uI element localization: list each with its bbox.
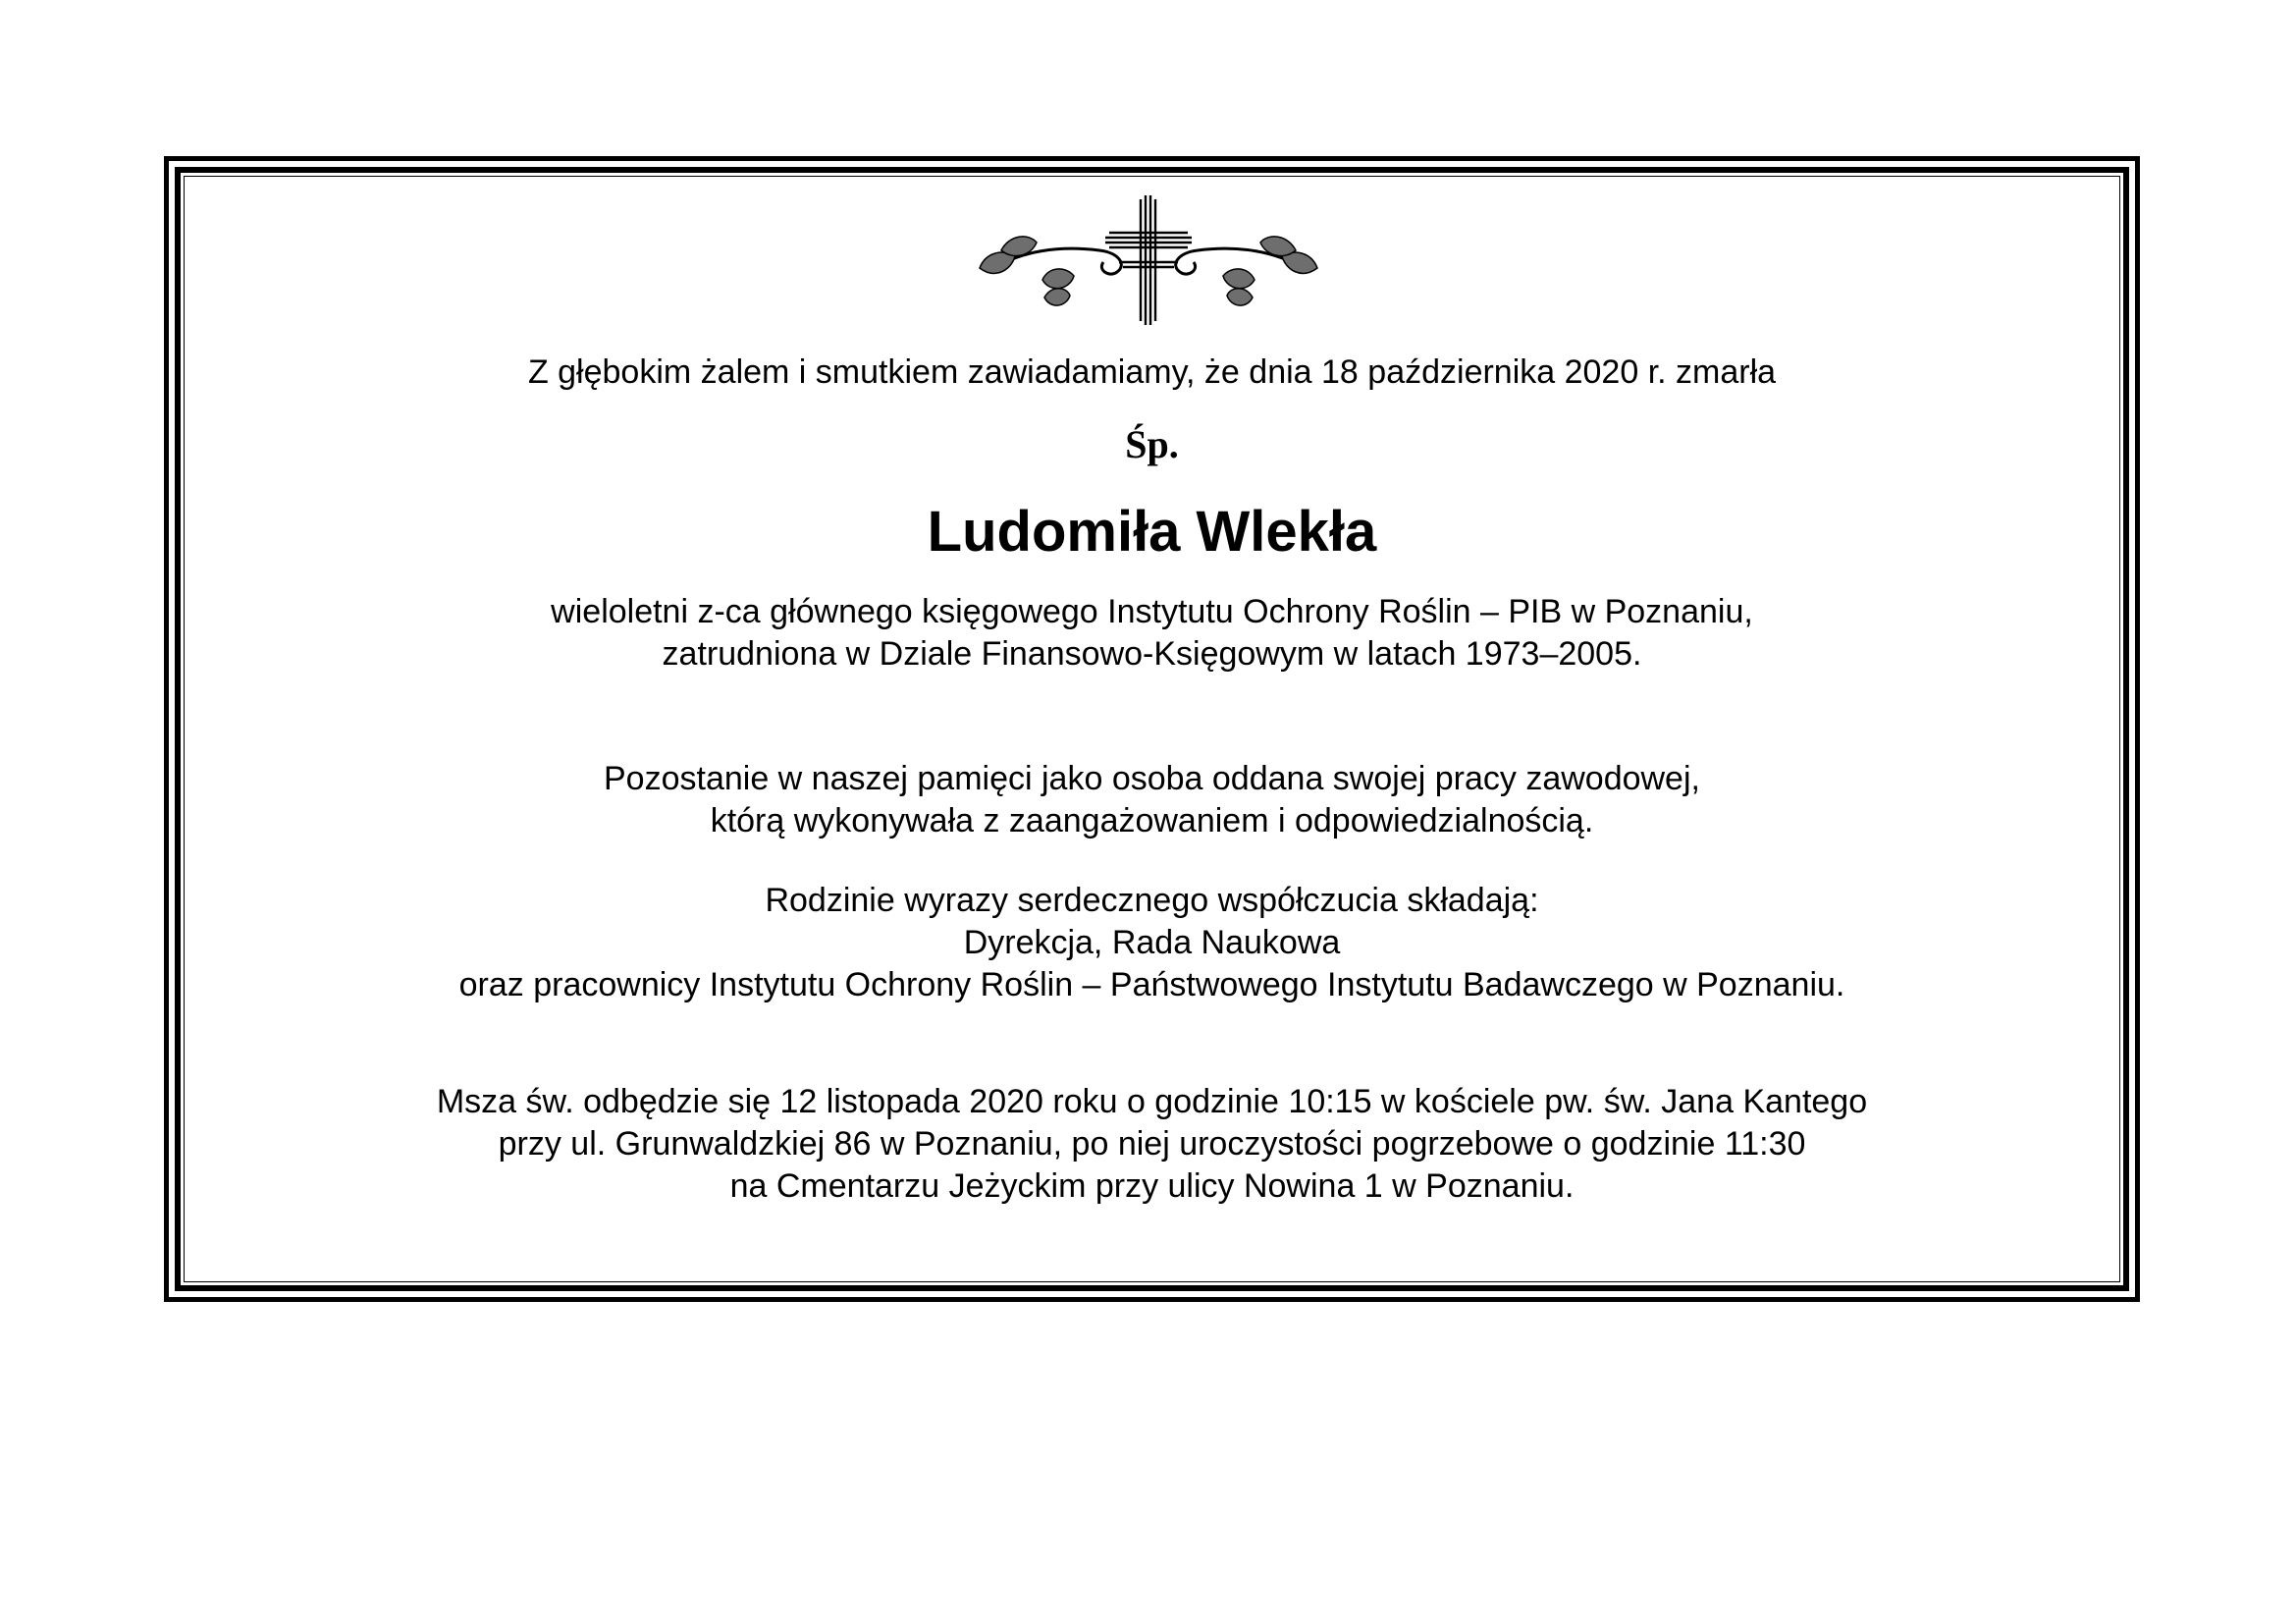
funeral-line-3: na Cmentarzu Jeżyckim przy ulicy Nowina 1 w Poznaniu. xyxy=(729,1167,1575,1205)
deceased-name: Ludomiła Wlekła xyxy=(927,500,1377,564)
role-line-1: wieloletni z-ca głównego księgowego Instytutu Ochrony Roślin – PIB w Poznaniu, xyxy=(551,593,1753,630)
leaf-branch-right-icon xyxy=(1176,237,1317,305)
condolence-line-3: oraz pracownicy Instytutu Ochrony Roślin – Państwowego Instytutu Badawczego w Poznaniu. xyxy=(458,966,1845,1003)
role-line-2: zatrudniona w Dziale Finansowo-Księgowym w latach 1973–2005. xyxy=(662,635,1642,673)
honorific: Śp. xyxy=(1125,422,1179,466)
memory-line-2: którą wykonywała z zaangażowaniem i odpowiedzialnością. xyxy=(710,802,1594,839)
funeral-line-2: przy ul. Grunwaldzkiej 86 w Poznaniu, po niej uroczystości pogrzebowe o godzinie 11:30 xyxy=(498,1125,1806,1163)
ornament xyxy=(972,191,1325,329)
intro-text: Z głębokim żalem i smutkiem zawiadamiamy, że dnia 18 października 2020 r. zmarła xyxy=(527,353,1777,391)
condolence-line-1: Rodzinie wyrazy serdecznego współczucia składają: xyxy=(765,882,1539,919)
condolence-line-2: Dyrekcja, Rada Naukowa xyxy=(963,924,1341,961)
memory-line-1: Pozostanie w naszej pamięci jako osoba oddana swojej pracy zawodowej, xyxy=(604,760,1700,797)
funeral-line-1: Msza św. odbędzie się 12 listopada 2020 roku o godzinie 10:15 w kościele pw. św. Jana Kantego xyxy=(436,1083,1868,1120)
leaf-branch-left-icon xyxy=(980,237,1121,305)
